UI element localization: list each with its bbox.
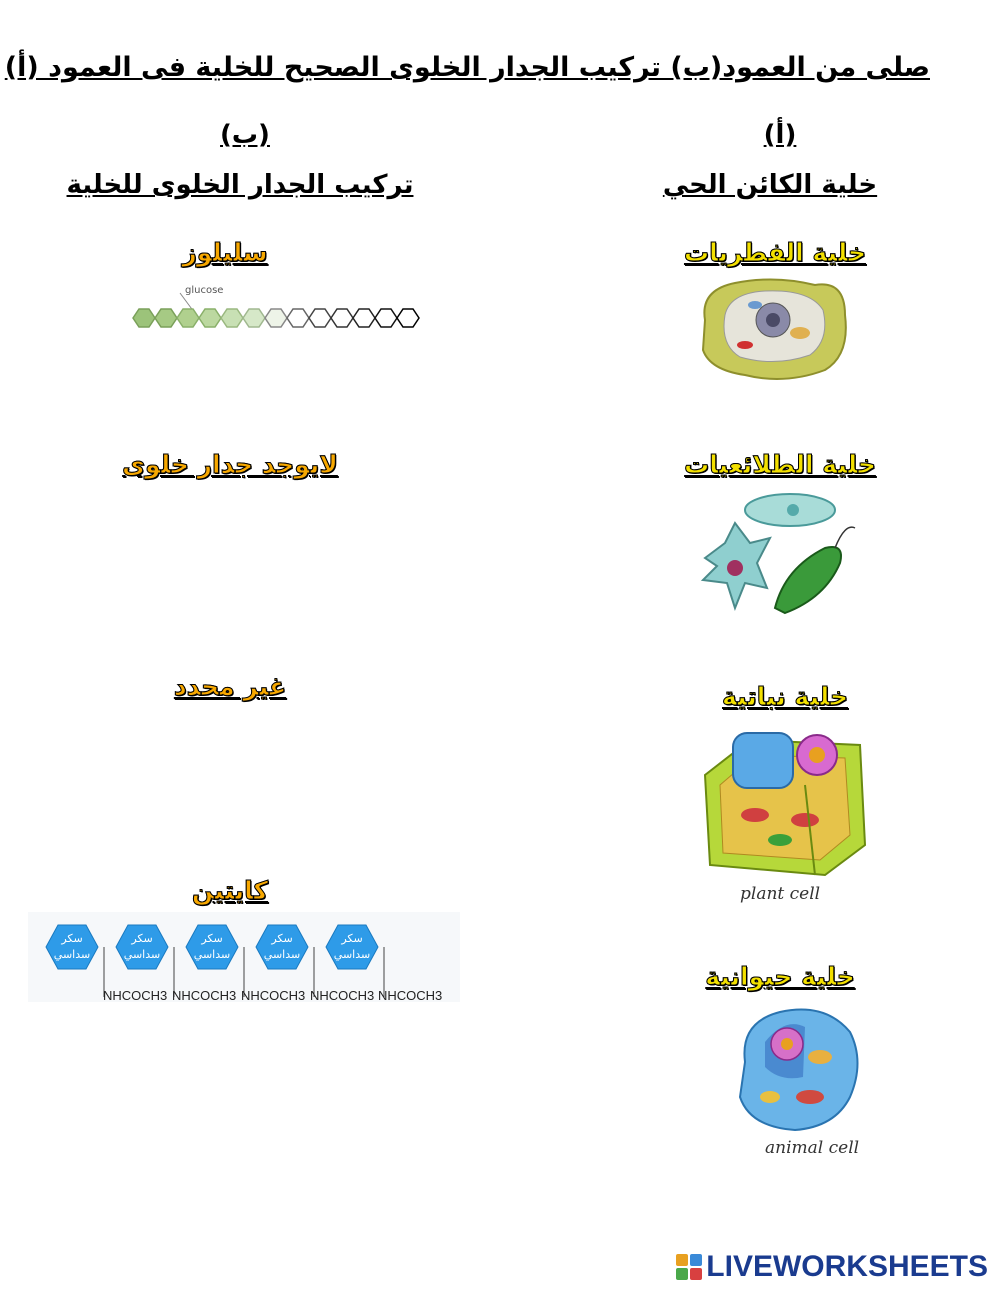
hex-3-text-1: سكر bbox=[201, 932, 223, 945]
cell-label-protists[interactable]: خلية الطلائعيات bbox=[684, 450, 876, 479]
cell-label-fungi[interactable]: خلية الفطريات bbox=[683, 238, 867, 267]
hex-5-text-1: سكر bbox=[341, 932, 363, 945]
plant-cell-caption: plant cell bbox=[740, 884, 821, 904]
hex-5-text-2: سداسي bbox=[333, 948, 371, 961]
hex-2-text-2: سداسي bbox=[123, 948, 161, 961]
cell-label-animal[interactable]: خلية حيوانية bbox=[705, 962, 855, 991]
cellulose-chain-diagram bbox=[125, 268, 435, 348]
hex-4-text-1: سكر bbox=[271, 932, 293, 945]
hex-3-text-2: سداسي bbox=[193, 948, 231, 961]
logo-text: LIVEWORKSHEETS bbox=[706, 1250, 988, 1283]
worksheet-title: صلى من العمود(ب) تركيب الجدار الخلوى الصحيح للخلية فى العمود (أ) bbox=[4, 52, 930, 83]
column-b-letter: (ب) bbox=[220, 120, 270, 150]
hex-1-text-2: سداسي bbox=[53, 948, 91, 961]
hex-4-text-2: سداسي bbox=[263, 948, 301, 961]
glucose-label: glucose bbox=[185, 285, 224, 296]
wall-label-chitin[interactable]: كايتين bbox=[191, 876, 269, 905]
protists-image bbox=[695, 488, 865, 633]
column-a-heading: خلية الكائن الحي bbox=[662, 170, 878, 200]
column-a-letter: (أ) bbox=[763, 120, 797, 150]
column-b-heading: تركيب الجدار الخلوى للخلية bbox=[66, 170, 414, 200]
nh-group-4: NHCOCH3 bbox=[310, 988, 375, 1003]
nh-group-5: NHCOCH3 bbox=[378, 988, 443, 1003]
logo-mark-icon bbox=[676, 1254, 702, 1280]
chitin-chain-diagram bbox=[28, 912, 460, 1007]
animal-cell-image bbox=[725, 1002, 865, 1137]
hex-2-text-1: سكر bbox=[131, 932, 153, 945]
wall-label-no-wall[interactable]: لايوجد جدار خلوى bbox=[122, 450, 338, 479]
nh-group-2: NHCOCH3 bbox=[172, 988, 237, 1003]
animal-cell-caption: animal cell bbox=[765, 1138, 860, 1158]
liveworksheets-logo bbox=[676, 1250, 988, 1284]
hex-1-text-1: سكر bbox=[61, 932, 83, 945]
plant-cell-image bbox=[695, 725, 870, 885]
nh-group-1: NHCOCH3 bbox=[103, 988, 168, 1003]
fungi-cell-image bbox=[695, 275, 855, 385]
nh-group-3: NHCOCH3 bbox=[241, 988, 306, 1003]
wall-label-cellulose[interactable]: سليلوز bbox=[182, 238, 268, 267]
wall-label-undetermined[interactable]: غير محدد bbox=[173, 672, 287, 701]
cell-label-plant[interactable]: خلية نباتية bbox=[721, 682, 849, 711]
